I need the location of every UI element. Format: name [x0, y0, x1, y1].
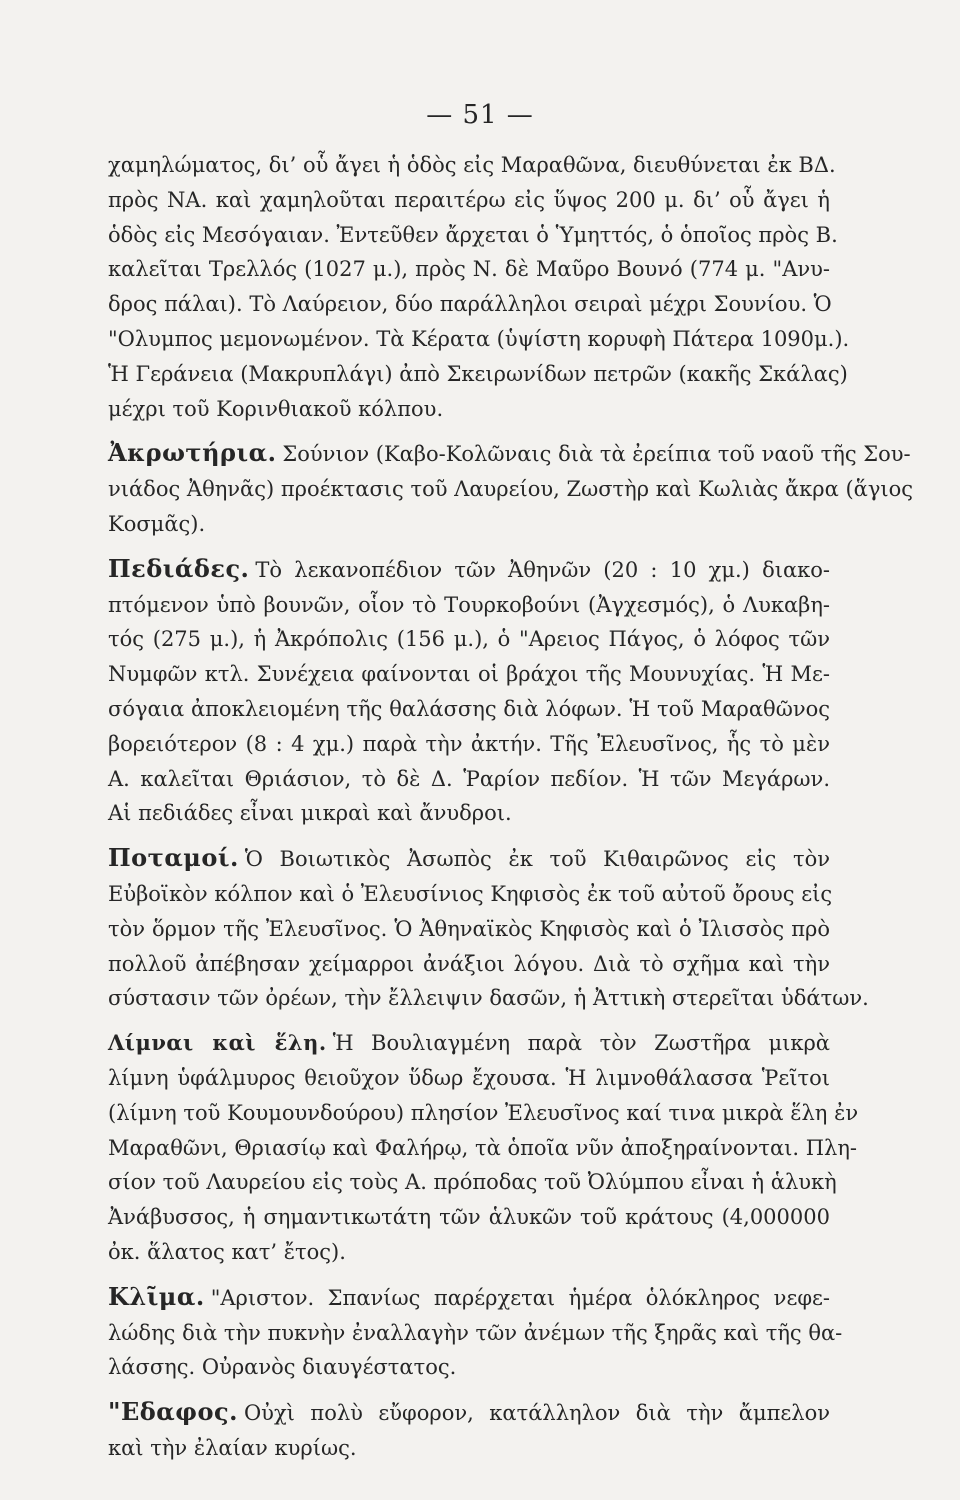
- line-text: σίον τοῦ Λαυρείου εἰς τοὺς Α. πρόποδας τοῦ Ὀλύμπου εἶναι ἡ ἁλυκὴ: [108, 1170, 837, 1195]
- text-line: [108, 1165, 837, 1200]
- text-line: [108, 1131, 858, 1166]
- page-number: — 51 —: [426, 100, 534, 130]
- text-line: [108, 1200, 830, 1235]
- line-text: "Ολυμπος μεμονωμένον. Τὰ Κέρατα (ὑψίστη κορυφὴ Πάτερα 1090μ.).: [108, 326, 850, 351]
- text-line: [108, 1061, 830, 1096]
- section-heading: "Εδαφος.: [108, 1397, 238, 1427]
- line-text: πρὸς ΝΑ. καὶ χαμηλοῦται περαιτέρω εἰς ὕψος 200 μ. δι’ οὗ ἄγει ἡ: [108, 187, 830, 212]
- line-text: Ἡ Γεράνεια (Μακρυπλάγι) ἀπὸ Σκειρωνίδων πετρῶν (κακῆς Σκάλας): [108, 361, 848, 386]
- text-line: [108, 252, 830, 287]
- text-line: [108, 692, 830, 727]
- paragraph-gap: [108, 831, 830, 841]
- line-text: ὁδὸς εἰς Μεσόγαιαν. Ἐντεῦθεν ἄρχεται ὁ Ὑμηττός, ὁ ὁποῖος πρὸς Β.: [108, 222, 838, 247]
- text-line: [108, 436, 911, 472]
- line-text: Αἱ πεδιάδες εἶναι μικραὶ καὶ ἄνυδροι.: [108, 801, 512, 826]
- paragraph-gap: [108, 1385, 830, 1395]
- text-line: [108, 507, 830, 542]
- text-line: [108, 622, 830, 657]
- text-line: [108, 1350, 830, 1385]
- line-text: Ἀνάβυσσος, ἡ σημαντικωτάτη τῶν ἁλυκῶν τοῦ κράτους (4,000000: [108, 1205, 830, 1230]
- text-line: [108, 322, 850, 357]
- line-text: (λίμνη τοῦ Κουμουνδούρου) πλησίον Ἐλευσῖνος καί τινα μικρὰ ἕλη ἐν: [108, 1100, 859, 1125]
- text-line: [108, 1280, 830, 1316]
- text-line: [108, 1316, 843, 1351]
- text-line: [108, 877, 833, 912]
- text-line: [108, 981, 869, 1016]
- text-line: [108, 183, 830, 218]
- text-line: [108, 392, 830, 427]
- text-line: [108, 762, 830, 797]
- line-text: νιάδος Ἀθηνᾶς) προέκτασις τοῦ Λαυρείου, Ζωστὴρ καὶ Κωλιὰς ἄκρα (ἅγιος: [108, 477, 914, 502]
- line-text: πτόμενον ὑπὸ βουνῶν, οἷον τὸ Τουρκοβούνι (Ἀγχεσμός), ὁ Λυκαβη-: [108, 592, 830, 617]
- text-line: [108, 796, 830, 831]
- line-text: λάσσης. Οὐρανὸς διαυγέστατος.: [108, 1355, 457, 1380]
- section-heading: Κλῖμα.: [108, 1281, 205, 1311]
- section-heading: Ἀκρωτήρια.: [108, 438, 277, 468]
- line-text: σύστασιν τῶν ὀρέων, τὴν ἔλλειψιν δασῶν, ἡ Ἀττικὴ στερεῖται ὑδάτων.: [108, 986, 869, 1011]
- text-line: [108, 357, 848, 392]
- paragraph-gap: [108, 542, 830, 552]
- section-heading: Πεδιάδες.: [108, 553, 250, 583]
- section-heading: Λίμναι καὶ ἕλη.: [108, 1030, 327, 1056]
- line-text: Κοσμᾶς).: [108, 511, 206, 536]
- paragraph-gap: [108, 1016, 830, 1026]
- paragraph-gap: [108, 1270, 830, 1280]
- line-text: Σούνιον (Καβο-Κολῶναις διὰ τὰ ἐρείπια τοῦ ναοῦ τῆς Σου-: [282, 442, 911, 467]
- text-line: [108, 148, 836, 183]
- line-text: χαμηλώματος, δι’ οὗ ἄγει ἡ ὁδὸς εἰς Μαραθῶνα, διευθύνεται ἐκ ΒΔ.: [108, 153, 836, 177]
- line-text: μέχρι τοῦ Κορινθιακοῦ κόλπου.: [108, 396, 444, 421]
- text-line: [108, 472, 914, 507]
- line-text: τὸν ὅρμον τῆς Ἐλευσῖνος. Ὁ Ἀθηναϊκὸς Κηφισὸς καὶ ὁ Ἰλισσὸς πρὸ: [108, 916, 830, 941]
- text-line: [108, 1096, 859, 1131]
- text-line: [108, 727, 830, 762]
- line-text: ὀκ. ἅλατος κατ’ ἔτος).: [108, 1239, 346, 1264]
- text-line: [108, 218, 838, 253]
- line-text: Οὐχὶ πολὺ εὔφορον, κατάλληλον διὰ τὴν ἄμπελον: [243, 1401, 830, 1426]
- line-text: καλεῖται Τρελλός (1027 μ.), πρὸς Ν. δὲ Μαῦρο Βουνό (774 μ. "Ανυ-: [108, 257, 830, 282]
- line-text: Νυμφῶν κτλ. Συνέχεια φαίνονται οἱ βράχοι τῆς Μουνυχίας. Ἡ Με-: [108, 662, 830, 687]
- text-line: [108, 912, 830, 947]
- line-text: καὶ τὴν ἐλαίαν κυρίως.: [108, 1435, 357, 1460]
- line-text: πολλοῦ ἀπέβησαν χείμαρροι ἀνάξιοι λόγου. Διὰ τὸ σχῆμα καὶ τὴν: [108, 951, 830, 976]
- text-line: [108, 552, 830, 588]
- line-text: Α. καλεῖται Θριάσιον, τὸ δὲ Δ. Ῥαρίον πεδίον. Ἡ τῶν Μεγάρων.: [108, 766, 830, 791]
- page-text: [108, 148, 914, 1466]
- line-text: Εὐβοϊκὸν κόλπον καὶ ὁ Ἐλευσίνιος Κηφισὸς ἐκ τοῦ αὐτοῦ ὄρους εἰς: [108, 881, 833, 906]
- line-text: λώδης διὰ τὴν πυκνὴν ἐναλλαγὴν τῶν ἀνέμων τῆς ξηρᾶς καὶ τῆς θα-: [108, 1320, 843, 1345]
- line-text: τός (275 μ.), ἡ Ἀκρόπολις (156 μ.), ὁ "Αρειος Πάγος, ὁ λόφος τῶν: [108, 627, 830, 652]
- line-text: δρος πάλαι). Τὸ Λαύρειον, δύο παράλληλοι σειραὶ μέχρι Σουνίου. Ὁ: [108, 292, 832, 317]
- line-text: Τὸ λεκανοπέδιον τῶν Ἀθηνῶν (20 : 10 χμ.) διακο-: [255, 557, 830, 582]
- line-text: σόγαια ἀποκλειομένη τῆς θαλάσσης διὰ λόφων. Ἡ τοῦ Μαραθῶνος: [108, 696, 830, 721]
- line-text: βορειότερον (8 : 4 χμ.) παρὰ τὴν ἀκτήν. Τῆς Ἐλευσῖνος, ἧς τὸ μὲν: [108, 731, 830, 756]
- text-line: [108, 1395, 830, 1431]
- text-line: [108, 657, 830, 692]
- text-line: [108, 841, 830, 877]
- text-line: [108, 1235, 830, 1270]
- line-text: Ὁ Βοιωτικὸς Ἀσωπὸς ἐκ τοῦ Κιθαιρῶνος εἰς τὸν: [244, 847, 830, 872]
- line-text: λίμνη ὑφάλμυρος θειοῦχον ὕδωρ ἔχουσα. Ἡ λιμνοθάλασσα Ῥεῖτοι: [108, 1065, 830, 1090]
- text-line: [108, 947, 830, 982]
- paragraph-gap: [108, 426, 830, 436]
- text-line: [108, 1431, 830, 1466]
- line-text: Μαραθῶνι, Θριασίῳ καὶ Φαλήρῳ, τὰ ὁποῖα νῦν ἀποξηραίνονται. Πλη-: [108, 1135, 858, 1160]
- text-line: [108, 1026, 830, 1061]
- line-text: Ἡ Βουλιαγμένη παρὰ τὸν Ζωστῆρα μικρὰ: [332, 1031, 830, 1056]
- text-line: [108, 588, 830, 623]
- section-heading: Ποταμοί.: [108, 843, 239, 873]
- line-text: "Αριστον. Σπανίως παρέρχεται ἡμέρα ὁλόκληρος νεφε-: [210, 1285, 830, 1310]
- text-line: [108, 287, 830, 322]
